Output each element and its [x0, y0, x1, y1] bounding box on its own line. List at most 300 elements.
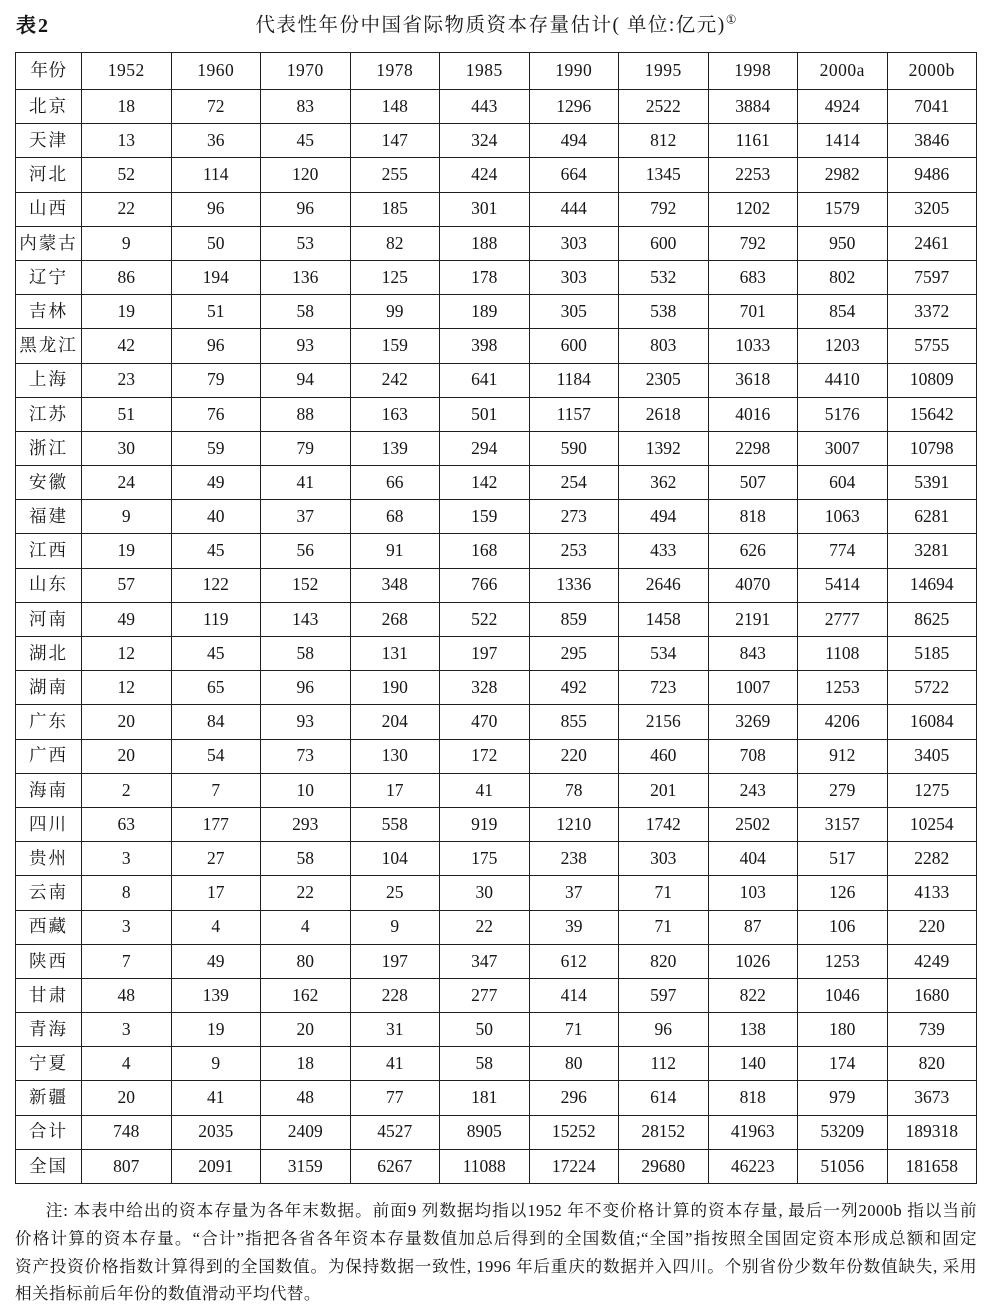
value-cell: 919 [440, 807, 530, 841]
value-cell: 50 [171, 226, 261, 260]
value-cell: 130 [350, 739, 440, 773]
value-cell: 48 [82, 978, 172, 1012]
value-cell: 51 [171, 295, 261, 329]
value-cell: 8 [82, 876, 172, 910]
value-cell: 57 [82, 568, 172, 602]
value-cell: 792 [708, 226, 798, 260]
value-cell: 49 [171, 466, 261, 500]
value-cell: 96 [171, 192, 261, 226]
value-cell: 87 [708, 910, 798, 944]
province-label: 黑龙江 [16, 329, 82, 363]
value-cell: 54 [171, 739, 261, 773]
province-label: 江西 [16, 534, 82, 568]
table-row [16, 466, 977, 500]
table-row [16, 1115, 977, 1149]
value-cell: 414 [529, 978, 619, 1012]
value-cell: 71 [619, 876, 709, 910]
value-cell: 163 [350, 397, 440, 431]
value-cell: 51 [82, 397, 172, 431]
value-cell: 42 [82, 329, 172, 363]
value-cell: 3157 [798, 807, 888, 841]
value-cell: 748 [82, 1115, 172, 1149]
value-cell: 53209 [798, 1115, 888, 1149]
value-cell: 22 [82, 192, 172, 226]
value-cell: 1108 [798, 637, 888, 671]
value-cell: 78 [529, 773, 619, 807]
value-cell: 1392 [619, 431, 709, 465]
province-label: 西藏 [16, 910, 82, 944]
value-cell: 701 [708, 295, 798, 329]
value-cell: 3405 [887, 739, 977, 773]
value-cell: 277 [440, 978, 530, 1012]
value-cell: 854 [798, 295, 888, 329]
value-cell: 220 [887, 910, 977, 944]
value-cell: 1253 [798, 944, 888, 978]
value-cell: 2982 [798, 158, 888, 192]
value-cell: 148 [350, 90, 440, 124]
table-row [16, 124, 977, 158]
note-line: 价格计算的资本存量。“合计”指把各省各年资本存量数值加总后得到的全国数值;“全国”指按照全国固定资本形成总额和固定 [15, 1228, 977, 1248]
value-cell: 172 [440, 739, 530, 773]
value-cell: 2461 [887, 226, 977, 260]
value-cell: 3673 [887, 1081, 977, 1115]
value-cell: 532 [619, 260, 709, 294]
value-cell: 49 [171, 944, 261, 978]
note-line: 相关指标前后年份的数值滑动平均代替。 [15, 1284, 321, 1304]
value-cell: 424 [440, 158, 530, 192]
value-cell: 2253 [708, 158, 798, 192]
value-cell: 296 [529, 1081, 619, 1115]
value-cell: 820 [619, 944, 709, 978]
value-cell: 9486 [887, 158, 977, 192]
value-cell: 140 [708, 1047, 798, 1081]
value-cell: 301 [440, 192, 530, 226]
value-cell: 600 [619, 226, 709, 260]
value-cell: 2409 [261, 1115, 351, 1149]
value-cell: 19 [82, 534, 172, 568]
table-body [16, 90, 977, 1184]
value-cell: 159 [440, 500, 530, 534]
value-cell: 2777 [798, 602, 888, 636]
table-row [16, 807, 977, 841]
value-cell: 5185 [887, 637, 977, 671]
value-cell: 6267 [350, 1149, 440, 1183]
value-cell: 138 [708, 1013, 798, 1047]
value-cell: 46223 [708, 1149, 798, 1183]
value-cell: 96 [261, 192, 351, 226]
value-cell: 4410 [798, 363, 888, 397]
table-row [16, 773, 977, 807]
table-row [16, 671, 977, 705]
value-cell: 96 [619, 1013, 709, 1047]
value-cell: 590 [529, 431, 619, 465]
value-cell: 3846 [887, 124, 977, 158]
value-cell: 82 [350, 226, 440, 260]
value-cell: 664 [529, 158, 619, 192]
value-cell: 843 [708, 637, 798, 671]
table-row [16, 568, 977, 602]
value-cell: 328 [440, 671, 530, 705]
province-label: 河北 [16, 158, 82, 192]
value-cell: 1275 [887, 773, 977, 807]
value-cell: 1742 [619, 807, 709, 841]
value-cell: 79 [171, 363, 261, 397]
value-cell: 2646 [619, 568, 709, 602]
value-cell: 10798 [887, 431, 977, 465]
table-row [16, 1081, 977, 1115]
value-cell: 6281 [887, 500, 977, 534]
value-cell: 181658 [887, 1149, 977, 1183]
value-cell: 2522 [619, 90, 709, 124]
value-cell: 1579 [798, 192, 888, 226]
value-cell: 68 [350, 500, 440, 534]
value-cell: 950 [798, 226, 888, 260]
value-cell: 3 [82, 910, 172, 944]
value-cell: 5414 [798, 568, 888, 602]
table-row [16, 397, 977, 431]
value-cell: 80 [261, 944, 351, 978]
value-cell: 39 [529, 910, 619, 944]
province-label: 广西 [16, 739, 82, 773]
value-cell: 5391 [887, 466, 977, 500]
value-cell: 91 [350, 534, 440, 568]
province-label: 陕西 [16, 944, 82, 978]
province-label: 山西 [16, 192, 82, 226]
value-cell: 1063 [798, 500, 888, 534]
value-cell: 27 [171, 842, 261, 876]
value-cell: 1680 [887, 978, 977, 1012]
value-cell: 96 [171, 329, 261, 363]
value-cell: 255 [350, 158, 440, 192]
value-cell: 2191 [708, 602, 798, 636]
value-cell: 238 [529, 842, 619, 876]
value-cell: 600 [529, 329, 619, 363]
value-cell: 83 [261, 90, 351, 124]
province-label: 河南 [16, 602, 82, 636]
value-cell: 1203 [798, 329, 888, 363]
value-cell: 3884 [708, 90, 798, 124]
value-cell: 803 [619, 329, 709, 363]
value-cell: 162 [261, 978, 351, 1012]
value-cell: 168 [440, 534, 530, 568]
value-cell: 1336 [529, 568, 619, 602]
value-cell: 859 [529, 602, 619, 636]
value-cell: 66 [350, 466, 440, 500]
value-cell: 348 [350, 568, 440, 602]
value-cell: 9 [350, 910, 440, 944]
value-cell: 612 [529, 944, 619, 978]
value-cell: 30 [82, 431, 172, 465]
value-cell: 774 [798, 534, 888, 568]
value-cell: 614 [619, 1081, 709, 1115]
year-column-header: 2000b [887, 53, 977, 90]
province-label: 全国 [16, 1149, 82, 1183]
value-cell: 122 [171, 568, 261, 602]
value-cell: 433 [619, 534, 709, 568]
value-cell: 22 [261, 876, 351, 910]
value-cell: 534 [619, 637, 709, 671]
value-cell: 88 [261, 397, 351, 431]
value-cell: 28152 [619, 1115, 709, 1149]
value-cell: 2 [82, 773, 172, 807]
value-cell: 84 [171, 705, 261, 739]
value-cell: 20 [261, 1013, 351, 1047]
value-cell: 1414 [798, 124, 888, 158]
value-cell: 470 [440, 705, 530, 739]
value-cell: 65 [171, 671, 261, 705]
province-label: 内蒙古 [16, 226, 82, 260]
value-cell: 79 [261, 431, 351, 465]
province-label: 山东 [16, 568, 82, 602]
value-cell: 177 [171, 807, 261, 841]
value-cell: 855 [529, 705, 619, 739]
value-cell: 7 [82, 944, 172, 978]
value-cell: 41 [171, 1081, 261, 1115]
value-cell: 197 [350, 944, 440, 978]
value-cell: 444 [529, 192, 619, 226]
table-row [16, 910, 977, 944]
capital-stock-table [15, 52, 977, 1184]
value-cell: 58 [261, 637, 351, 671]
value-cell: 76 [171, 397, 261, 431]
year-column-header: 1960 [171, 53, 261, 90]
value-cell: 812 [619, 124, 709, 158]
year-column-header: 2000a [798, 53, 888, 90]
value-cell: 15642 [887, 397, 977, 431]
value-cell: 99 [350, 295, 440, 329]
value-cell: 51056 [798, 1149, 888, 1183]
value-cell: 766 [440, 568, 530, 602]
value-cell: 818 [708, 500, 798, 534]
value-cell: 494 [529, 124, 619, 158]
value-cell: 723 [619, 671, 709, 705]
value-cell: 2502 [708, 807, 798, 841]
value-cell: 71 [619, 910, 709, 944]
value-cell: 4 [82, 1047, 172, 1081]
value-cell: 1253 [798, 671, 888, 705]
value-cell: 93 [261, 705, 351, 739]
value-cell: 188 [440, 226, 530, 260]
province-label: 贵州 [16, 842, 82, 876]
value-cell: 174 [798, 1047, 888, 1081]
value-cell: 3007 [798, 431, 888, 465]
value-cell: 1210 [529, 807, 619, 841]
value-cell: 4249 [887, 944, 977, 978]
value-cell: 979 [798, 1081, 888, 1115]
value-cell: 53 [261, 226, 351, 260]
table-title-text: 代表性年份中国省际物质资本存量估计( 单位:亿元) [255, 15, 726, 36]
value-cell: 56 [261, 534, 351, 568]
province-label: 吉林 [16, 295, 82, 329]
province-label: 湖北 [16, 637, 82, 671]
value-cell: 17 [350, 773, 440, 807]
value-cell: 268 [350, 602, 440, 636]
value-cell: 404 [708, 842, 798, 876]
value-cell: 1161 [708, 124, 798, 158]
value-cell: 3618 [708, 363, 798, 397]
value-cell: 104 [350, 842, 440, 876]
value-cell: 25 [350, 876, 440, 910]
value-cell: 71 [529, 1013, 619, 1047]
value-cell: 189 [440, 295, 530, 329]
value-cell: 20 [82, 739, 172, 773]
value-cell: 143 [261, 602, 351, 636]
value-cell: 37 [261, 500, 351, 534]
table-row [16, 739, 977, 773]
value-cell: 4016 [708, 397, 798, 431]
value-cell: 16084 [887, 705, 977, 739]
value-cell: 125 [350, 260, 440, 294]
value-cell: 293 [261, 807, 351, 841]
province-label: 江苏 [16, 397, 82, 431]
value-cell: 2035 [171, 1115, 261, 1149]
value-cell: 22 [440, 910, 530, 944]
value-cell: 1007 [708, 671, 798, 705]
table-row [16, 1047, 977, 1081]
value-cell: 912 [798, 739, 888, 773]
value-cell: 3 [82, 1013, 172, 1047]
value-cell: 1033 [708, 329, 798, 363]
value-cell: 204 [350, 705, 440, 739]
value-cell: 5755 [887, 329, 977, 363]
value-cell: 7 [171, 773, 261, 807]
table-note [15, 1197, 977, 1306]
value-cell: 604 [798, 466, 888, 500]
value-cell: 58 [261, 295, 351, 329]
table-number-label: 表2 [16, 15, 50, 37]
table-title [0, 9, 992, 37]
table-row [16, 534, 977, 568]
value-cell: 112 [619, 1047, 709, 1081]
value-cell: 114 [171, 158, 261, 192]
value-cell: 558 [350, 807, 440, 841]
value-cell: 4 [171, 910, 261, 944]
province-label: 福建 [16, 500, 82, 534]
value-cell: 37 [529, 876, 619, 910]
value-cell: 10254 [887, 807, 977, 841]
province-label: 湖南 [16, 671, 82, 705]
value-cell: 7597 [887, 260, 977, 294]
value-cell: 807 [82, 1149, 172, 1183]
table-row [16, 226, 977, 260]
province-label: 新疆 [16, 1081, 82, 1115]
value-cell: 443 [440, 90, 530, 124]
value-cell: 294 [440, 431, 530, 465]
value-cell: 2091 [171, 1149, 261, 1183]
table-row [16, 1149, 977, 1183]
value-cell: 48 [261, 1081, 351, 1115]
province-label: 天津 [16, 124, 82, 158]
value-cell: 20 [82, 1081, 172, 1115]
value-cell: 822 [708, 978, 798, 1012]
value-cell: 15252 [529, 1115, 619, 1149]
table-row [16, 637, 977, 671]
table-row [16, 329, 977, 363]
table-row [16, 705, 977, 739]
province-label: 合计 [16, 1115, 82, 1149]
value-cell: 3281 [887, 534, 977, 568]
value-cell: 185 [350, 192, 440, 226]
value-cell: 72 [171, 90, 261, 124]
value-cell: 295 [529, 637, 619, 671]
footnote-marker: ① [725, 12, 737, 27]
value-cell: 126 [798, 876, 888, 910]
province-label: 安徽 [16, 466, 82, 500]
value-cell: 59 [171, 431, 261, 465]
value-cell: 139 [171, 978, 261, 1012]
note-line: 注: 本表中给出的资本存量为各年末数据。前面9 列数据均指以1952 年不变价格计算的资本存量, 最后一列2000b 指以当前 [45, 1201, 977, 1220]
province-label: 海南 [16, 773, 82, 807]
value-cell: 2618 [619, 397, 709, 431]
value-cell: 93 [261, 329, 351, 363]
table-row [16, 295, 977, 329]
value-cell: 4133 [887, 876, 977, 910]
value-cell: 517 [798, 842, 888, 876]
value-cell: 273 [529, 500, 619, 534]
value-cell: 180 [798, 1013, 888, 1047]
value-cell: 13 [82, 124, 172, 158]
value-cell: 131 [350, 637, 440, 671]
value-cell: 194 [171, 260, 261, 294]
table-row [16, 876, 977, 910]
value-cell: 63 [82, 807, 172, 841]
province-label: 浙江 [16, 431, 82, 465]
table-row [16, 260, 977, 294]
province-label: 广东 [16, 705, 82, 739]
value-cell: 3269 [708, 705, 798, 739]
value-cell: 254 [529, 466, 619, 500]
year-column-header: 1998 [708, 53, 798, 90]
title-row [0, 0, 992, 41]
value-cell: 106 [798, 910, 888, 944]
value-cell: 501 [440, 397, 530, 431]
value-cell: 119 [171, 602, 261, 636]
value-cell: 52 [82, 158, 172, 192]
value-cell: 96 [261, 671, 351, 705]
table-row [16, 1013, 977, 1047]
table-row [16, 500, 977, 534]
value-cell: 1046 [798, 978, 888, 1012]
province-label: 青海 [16, 1013, 82, 1047]
year-column-header: 1978 [350, 53, 440, 90]
value-cell: 29680 [619, 1149, 709, 1183]
value-cell: 190 [350, 671, 440, 705]
table-row [16, 158, 977, 192]
value-cell: 820 [887, 1047, 977, 1081]
table-row [16, 944, 977, 978]
value-cell: 4070 [708, 568, 798, 602]
value-cell: 12 [82, 671, 172, 705]
value-cell: 94 [261, 363, 351, 397]
table-row [16, 431, 977, 465]
value-cell: 279 [798, 773, 888, 807]
table-row [16, 363, 977, 397]
value-cell: 10 [261, 773, 351, 807]
value-cell: 1345 [619, 158, 709, 192]
value-cell: 228 [350, 978, 440, 1012]
value-cell: 103 [708, 876, 798, 910]
value-cell: 522 [440, 602, 530, 636]
year-column-header: 1995 [619, 53, 709, 90]
value-cell: 626 [708, 534, 798, 568]
value-cell: 641 [440, 363, 530, 397]
value-cell: 58 [261, 842, 351, 876]
value-cell: 9 [82, 500, 172, 534]
value-cell: 31 [350, 1013, 440, 1047]
value-cell: 9 [82, 226, 172, 260]
value-cell: 4206 [798, 705, 888, 739]
value-cell: 683 [708, 260, 798, 294]
